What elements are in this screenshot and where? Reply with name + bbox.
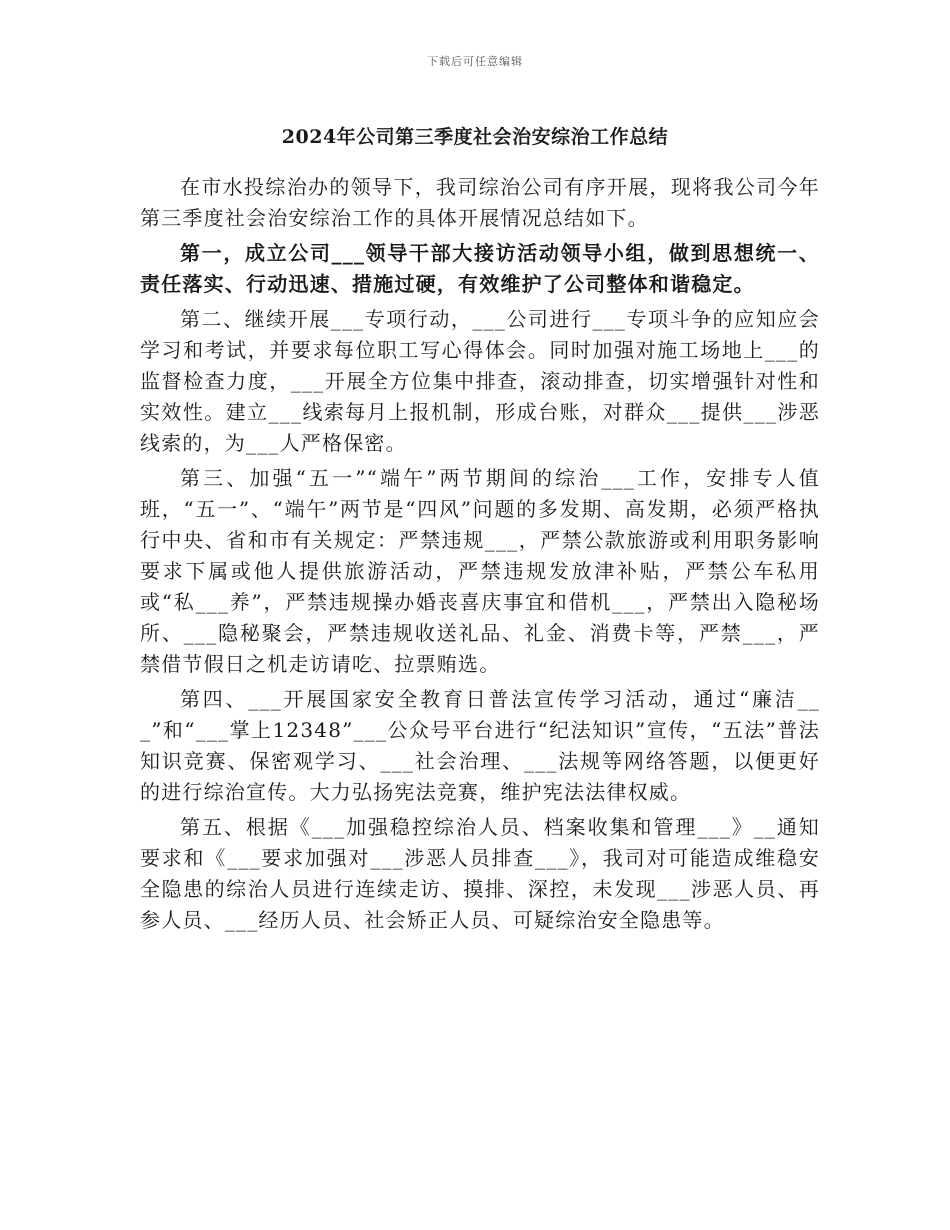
paragraph-intro: 在市水投综治办的领导下，我司综治公司有序开展，现将我公司今年第三季度社会治安综治工作的具体开展情况总结如下。 <box>140 175 820 230</box>
paragraph-section-4: 第四、___开展国家安全教育日普法宣传学习活动，通过“廉洁___”和“___掌上12348”___公众号平台进行“纪法知识”宣传，“五法”普法知识竞赛、保密观学习、___社会治理、___法规等网络答题，以便更好的进行综治宣传。大力弘扬宪法竞赛，维护宪法法律权威。 <box>140 687 820 804</box>
header-note: 下载后可任意编辑 <box>427 55 523 68</box>
document-title: 2024年公司第三季度社会治安综治工作总结 <box>281 126 669 148</box>
paragraph-section-2: 第二、继续开展___专项行动，___公司进行___专项斗争的应知应会学习和考试，并要求每位职工写心得体会。同时加强对施工场地上___的监督检查力度，___开展全方位集中排查，滚动排查，切实增强针对性和实效性。建立___线索每月上报机制，形成台账，对群众___提供___涉恶线索的，为___人严格保密。 <box>140 307 820 455</box>
paragraph-section-3: 第三、加强“五一”“端午”两节期间的综治___工作，安排专人值班，“五一”、“端午”两节是“四风”问题的多发期、高发期，必须严格执行中央、省和市有关规定：严禁违规___，严禁公款旅游或利用职务影响要求下属或他人提供旅游活动，严禁违规发放津补贴，严禁公车私用或“私___养”，严禁违规操办婚丧喜庆事宜和借机___，严禁出入隐秘场所、___隐秘聚会，严禁违规收送礼品、礼金、消费卡等，严禁___，严禁借节假日之机走访请吃、拉票贿选。 <box>140 466 820 676</box>
document-body <box>140 172 820 936</box>
paragraph-section-5: 第五、根据《___加强稳控综治人员、档案收集和管理___》__通知要求和《___要求加强对___涉恶人员排查___》，我司对可能造成维稳安全隐患的综治人员进行连续走访、摸排、深控，未发现___涉恶人员、再参人员、___经历人员、社会矫正人员、可疑综治安全隐患等。 <box>140 815 820 932</box>
paragraph-section-1: 第一，成立公司___领导干部大接访活动领导小组，做到思想统一、责任落实、行动迅速、措施过硬，有效维护了公司整体和谐稳定。 <box>140 241 820 296</box>
